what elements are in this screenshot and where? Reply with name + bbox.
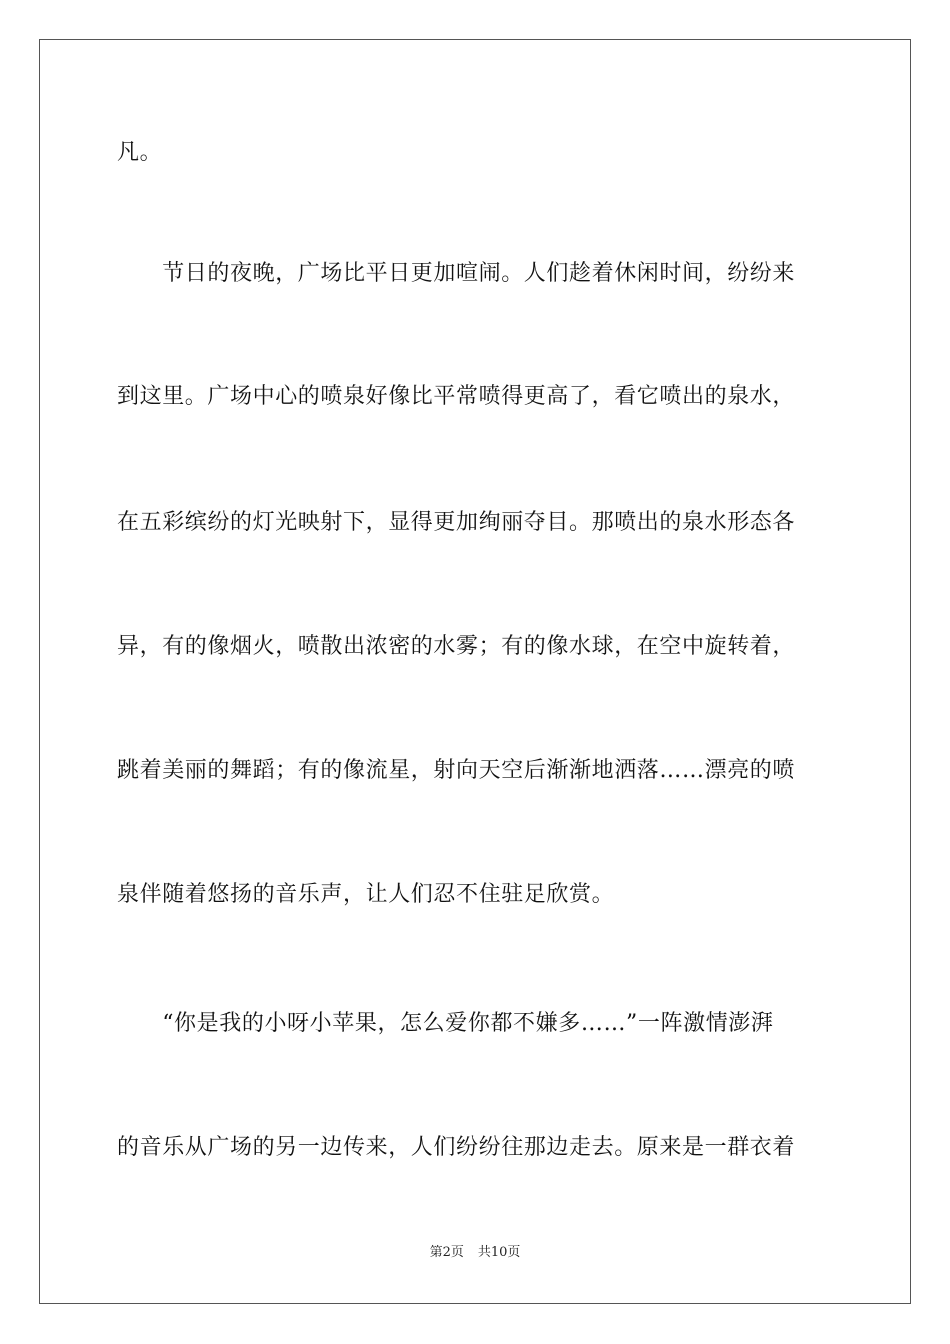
page-number: 第2页: [429, 1245, 464, 1260]
text-line: 到这里。广场中心的喷泉好像比平常喷得更高了，看它喷出的泉水，: [117, 384, 796, 409]
page-border: [39, 39, 911, 1304]
page-total: 共10页: [477, 1245, 521, 1260]
text-line: 泉伴随着悠扬的音乐声，让人们忍不住驻足欣赏。: [117, 882, 615, 907]
text-line: 节日的夜晚，广场比平日更加喧闹。人们趁着休闲时间，纷纷来: [117, 261, 796, 286]
text-line: 凡。: [117, 140, 163, 165]
text-line: 跳着美丽的舞蹈；有的像流星，射向天空后渐渐地洒落……漂亮的喷: [117, 758, 796, 783]
page-footer: [0, 1244, 950, 1262]
text-line: 在五彩缤纷的灯光映射下，显得更加绚丽夺目。那喷出的泉水形态各: [117, 510, 796, 535]
text-line: “你是我的小呀小苹果，怎么爱你都不嫌多……”一阵激情澎湃: [117, 1011, 774, 1036]
text-line: 的音乐从广场的另一边传来，人们纷纷往那边走去。原来是一群衣着: [117, 1135, 796, 1160]
text-line: 异，有的像烟火，喷散出浓密的水雾；有的像水球，在空中旋转着，: [117, 634, 796, 659]
